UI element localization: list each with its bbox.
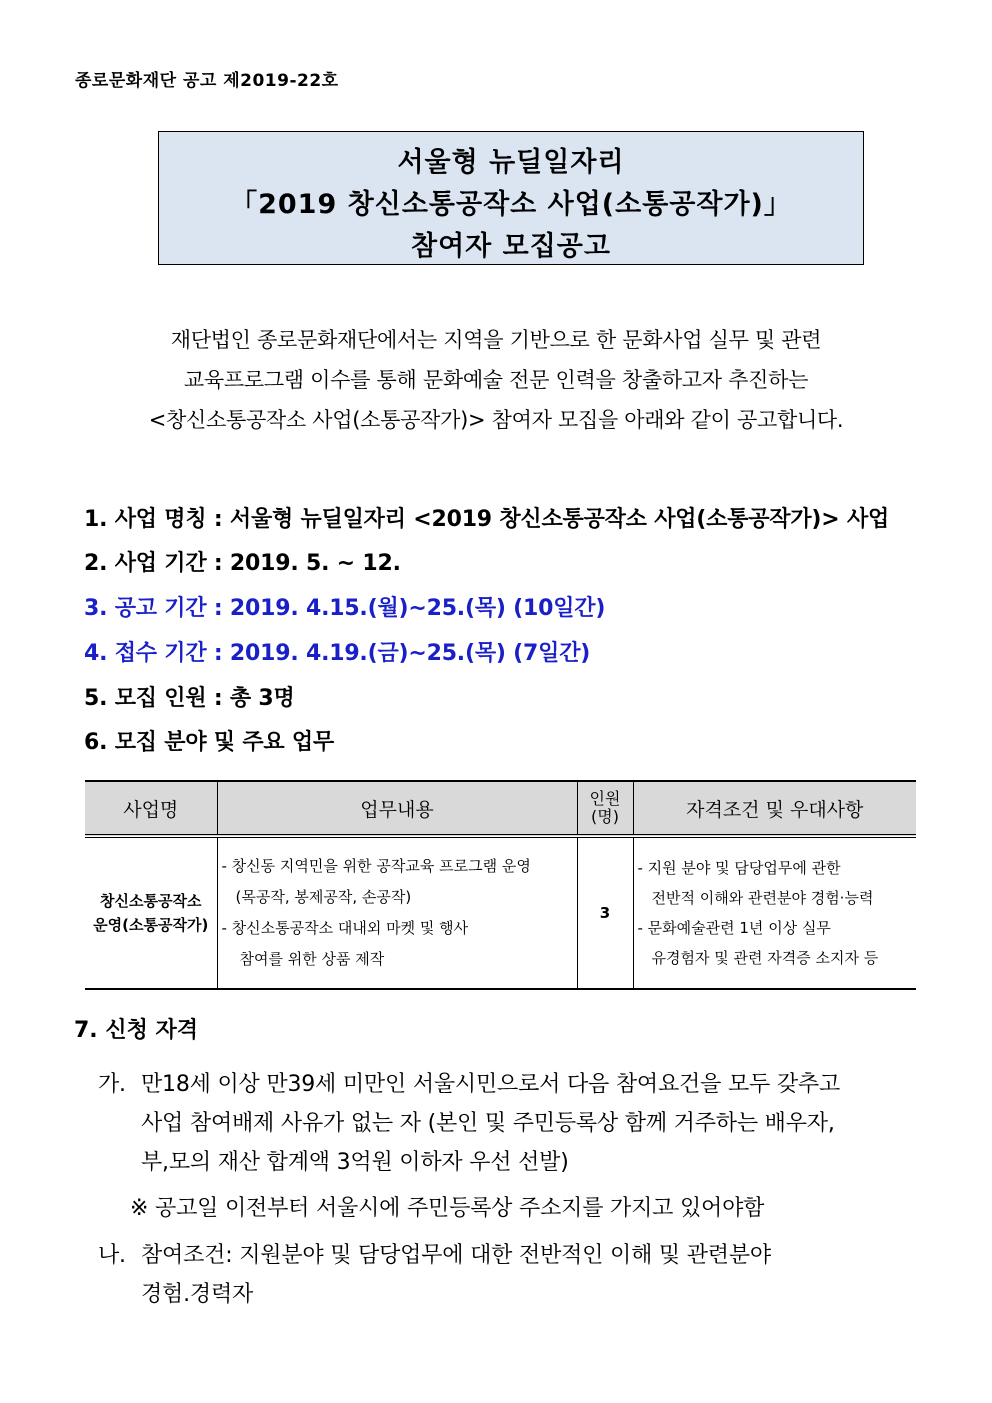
intro-line-3: <창신소통공작소 사업(소통공작가)> 참여자 모집을 아래와 같이 공고합니다. <box>148 408 844 432</box>
na-line-1: 참여조건: 지원분야 및 담당업무에 대한 전반적인 이해 및 관련분야 <box>141 1243 771 1268</box>
cell-qualifications <box>633 836 916 989</box>
title-line-2: 「2019 창신소통공작소 사업(소통공작가)」 <box>230 189 792 220</box>
item-business-period: 2. 사업 기간 : 2019. 5. ~ 12. <box>84 551 401 576</box>
task-line-1: - 창신동 지역민을 위한 공작교육 프로그램 운영 <box>221 857 531 875</box>
cell-business-name <box>85 836 217 989</box>
header-count-unit: (명) <box>591 807 619 826</box>
req-line-4: 유경험자 및 관련 자격증 소지자 등 <box>651 949 879 967</box>
na-line-2: 경험.경력자 <box>141 1282 254 1307</box>
na-marker: 나. <box>98 1243 126 1268</box>
item-recruit-count: 5. 모집 인원 : 총 3명 <box>84 686 295 711</box>
residency-note: ※ 공고일 이전부터 서울시에 주민등록상 주소지를 가지고 있어야함 <box>130 1196 765 1221</box>
ga-line-2: 사업 참여배제 사유가 없는 자 (본인 및 주민등록상 함께 거주하는 배우자, <box>141 1111 835 1136</box>
header-qualifications: 자격조건 및 우대사항 <box>633 781 916 836</box>
item-business-name: 1. 사업 명칭 : 서울형 뉴딜일자리 <2019 창신소통공작소 사업(소통공작가)> 사업 <box>84 507 890 532</box>
req-line-2: 전반적 이해와 관련분야 경험·능력 <box>651 889 874 907</box>
intro-line-2: 교육프로그램 이수를 통해 문화예술 전문 인력을 창출하고자 추진하는 <box>183 368 809 392</box>
table-row <box>85 836 916 989</box>
task-line-2: (목공작, 봉제공작, 손공작) <box>235 888 412 906</box>
task-line-3: - 창신소통공작소 대내외 마켓 및 행사 <box>221 919 469 937</box>
title-line-3: 참여자 모집공고 <box>411 231 611 262</box>
table-header-row <box>85 781 916 836</box>
ga-line-3: 부,모의 재산 합계액 3억원 이하자 우선 선발) <box>141 1150 569 1175</box>
notice-number: 종로문화재단 공고 제2019-22호 <box>75 71 339 91</box>
section-7-title: 7. 신청 자격 <box>74 1018 198 1043</box>
item-recruit-field: 6. 모집 분야 및 주요 업무 <box>84 730 335 755</box>
req-line-1: - 지원 분야 및 담당업무에 관한 <box>637 859 841 877</box>
business-name-line-1: 창신소통공작소 <box>100 892 202 910</box>
business-name-line-2: 운영(소통공작가) <box>93 916 209 934</box>
item-notice-period: 3. 공고 기간 : 2019. 4.15.(월)~25.(목) (10일간) <box>84 596 606 621</box>
header-count <box>577 781 633 836</box>
title-line-1: 서울형 뉴딜일자리 <box>397 147 625 178</box>
header-business: 사업명 <box>85 781 217 836</box>
intro-line-1: 재단법인 종로문화재단에서는 지역을 기반으로 한 문화사업 실무 및 관련 <box>170 328 822 352</box>
ga-line-1: 만18세 이상 만39세 미만인 서울시민으로서 다음 참여요건을 모두 갖추고 <box>141 1072 840 1097</box>
cell-count: 3 <box>577 836 633 989</box>
header-tasks: 업무내용 <box>217 781 577 836</box>
item-application-period: 4. 접수 기간 : 2019. 4.19.(금)~25.(목) (7일간) <box>84 641 591 666</box>
cell-tasks <box>217 836 577 989</box>
title-box <box>158 131 864 265</box>
task-line-4: 참여를 위한 상품 제작 <box>239 950 385 968</box>
req-line-3: - 문화예술관련 1년 이상 실무 <box>637 919 831 937</box>
header-count-label: 인원 <box>589 789 621 808</box>
ga-marker: 가. <box>98 1072 126 1097</box>
recruit-table <box>85 780 916 990</box>
